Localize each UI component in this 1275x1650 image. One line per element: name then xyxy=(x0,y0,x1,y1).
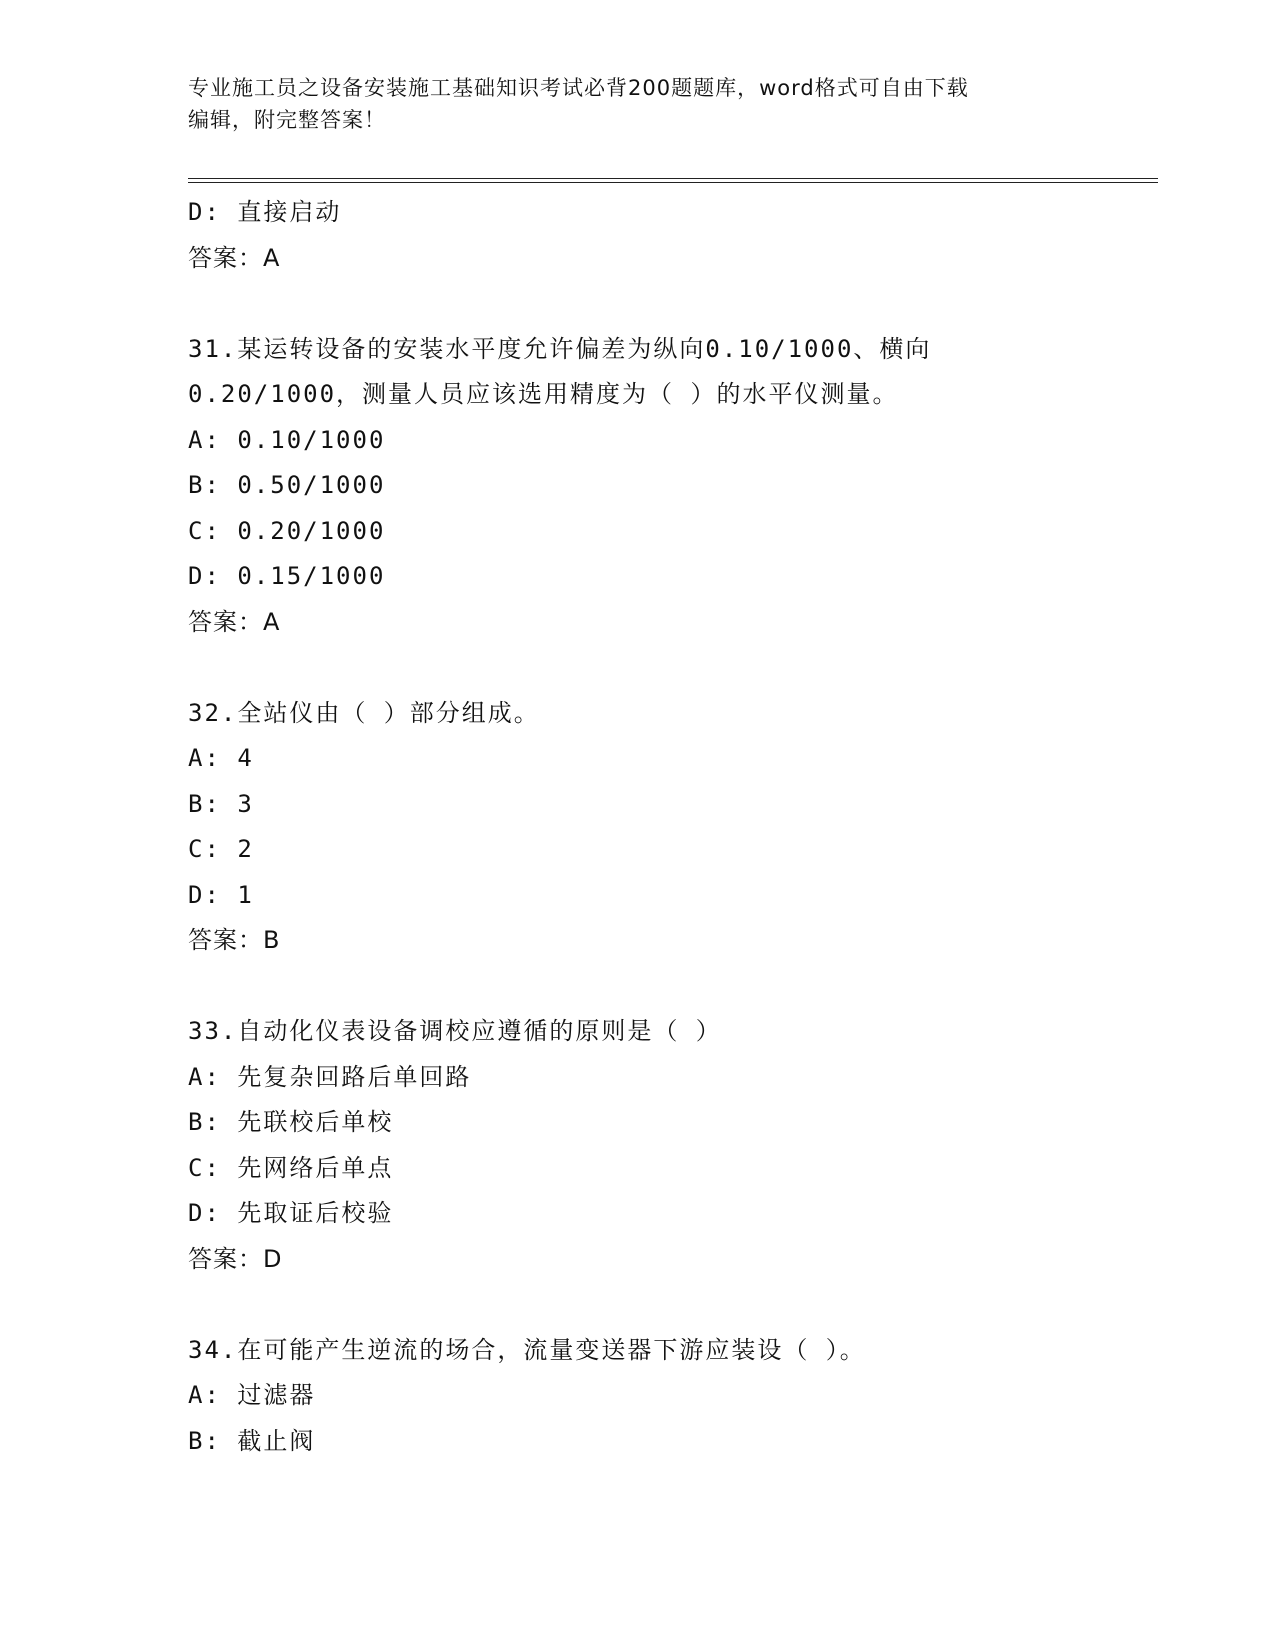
question-32 xyxy=(188,691,1158,964)
option-a: A: 过滤器 xyxy=(188,1381,316,1409)
spacer xyxy=(188,1282,1158,1328)
header-title-line-2: 编辑，附完整答案！ xyxy=(188,108,386,132)
header-title-line-1: 专业施工员之设备安装施工基础知识考试必背200题题库，word格式可自由下载 xyxy=(188,76,969,100)
answer-line: 答案：B xyxy=(188,926,281,954)
question-stem: 33.自动化仪表设备调校应遵循的原则是（ ） xyxy=(188,1017,722,1045)
header-divider xyxy=(188,178,1158,183)
answer-line: 答案：D xyxy=(188,1244,283,1273)
option-d: D: 1 xyxy=(188,880,254,909)
question-31 xyxy=(188,327,1158,646)
question-34 xyxy=(188,1328,1158,1465)
spacer xyxy=(188,645,1158,691)
option-c: C: 先网络后单点 xyxy=(188,1153,394,1182)
question-stem: 32.全站仪由（ ）部分组成。 xyxy=(188,698,540,727)
option-b: B: 截止阀 xyxy=(188,1426,316,1455)
spacer xyxy=(188,281,1158,327)
option-d: D: 先取证后校验 xyxy=(188,1199,394,1227)
page-header xyxy=(188,72,1088,136)
option-a: A: 4 xyxy=(188,744,254,772)
document-body xyxy=(188,190,1158,1464)
question-stem: 31.某运转设备的安装水平度允许偏差为纵向0.10/1000、横向 xyxy=(188,334,932,363)
option-d: D: 0.15/1000 xyxy=(188,562,386,590)
option-c: C: 2 xyxy=(188,835,254,863)
spacer xyxy=(188,964,1158,1010)
question-stem: 34.在可能产生逆流的场合，流量变送器下游应装设（ ）。 xyxy=(188,1335,866,1364)
option-a: A: 0.10/1000 xyxy=(188,425,386,454)
question-stem-continued: 0.20/1000，测量人员应该选用精度为（ ）的水平仪测量。 xyxy=(188,380,899,408)
option-b: B: 先联校后单校 xyxy=(188,1108,394,1136)
option-a: A: 先复杂回路后单回路 xyxy=(188,1062,472,1091)
option-b: B: 0.50/1000 xyxy=(188,471,386,499)
question-33 xyxy=(188,1009,1158,1282)
answer-line: 答案：A xyxy=(188,607,281,636)
previous-question-tail xyxy=(188,190,1158,281)
answer-line: 答案：A xyxy=(188,243,281,272)
option-c: C: 0.20/1000 xyxy=(188,516,386,545)
option-b: B: 3 xyxy=(188,789,254,818)
option-d: D: 直接启动 xyxy=(188,198,342,226)
